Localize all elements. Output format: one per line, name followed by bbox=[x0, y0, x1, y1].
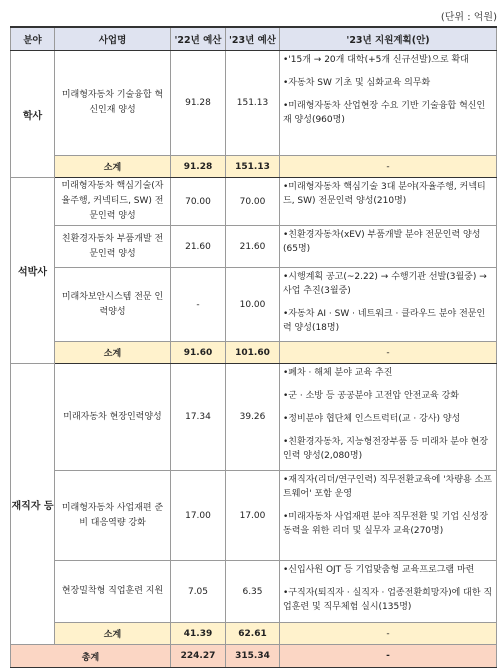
plan-item: •'15개 → 20개 대학(+5개 신규선발)으로 확대 bbox=[283, 55, 469, 65]
plan-cell bbox=[280, 561, 497, 623]
subtotal-23: 62.61 bbox=[226, 623, 280, 645]
subtotal-23: 101.60 bbox=[226, 342, 280, 364]
total-22: 224.27 bbox=[171, 645, 226, 668]
budget-22: - bbox=[171, 268, 226, 342]
project-name: 미래형자동차 핵심기술(자율주행, 커넥티드, SW) 전문인력 양성 bbox=[55, 178, 171, 226]
subtotal-label: 소계 bbox=[55, 156, 171, 178]
plan-item: •친환경자동차, 지능형전장부품 등 미래차 분야 현장인력 양성(2,080명) bbox=[283, 437, 489, 461]
subtotal-label: 소계 bbox=[55, 342, 171, 364]
budget-23: 70.00 bbox=[226, 178, 280, 226]
plan-item: •자동차 SW 기초 및 심화교육 의무화 bbox=[283, 78, 431, 88]
subtotal-row bbox=[11, 623, 497, 645]
budget-23: 151.13 bbox=[226, 51, 280, 156]
subtotal-23: 151.13 bbox=[226, 156, 280, 178]
table-row bbox=[11, 178, 497, 226]
budget-23: 10.00 bbox=[226, 268, 280, 342]
total-23: 315.34 bbox=[226, 645, 280, 668]
table-row bbox=[11, 471, 497, 561]
budget-23: 6.35 bbox=[226, 561, 280, 623]
budget-22: 21.60 bbox=[171, 226, 226, 268]
project-name: 미래차보안시스템 전문 인력양성 bbox=[55, 268, 171, 342]
plan-cell bbox=[280, 226, 497, 268]
plan-item: •미래자동차 사업재편 분야 직무전환 및 기업 신성장 동력을 위한 리더 및 실무자 교육(270명) bbox=[283, 512, 489, 536]
budget-22: 17.00 bbox=[171, 471, 226, 561]
budget-table bbox=[10, 26, 497, 668]
subtotal-22: 91.60 bbox=[171, 342, 226, 364]
subtotal-plan: - bbox=[280, 342, 497, 364]
table-row bbox=[11, 268, 497, 342]
plan-item: •재직자(리더/연구인력) 직무전환교육에 '차량용 소프트웨어' 포함 운영 bbox=[283, 475, 492, 499]
plan-item: •신입사원 OJT 등 기업맞춤형 교육프로그램 마련 bbox=[283, 565, 475, 575]
budget-23: 39.26 bbox=[226, 364, 280, 471]
table-row bbox=[11, 226, 497, 268]
category-cell: 재직자 등 bbox=[11, 364, 55, 645]
subtotal-plan: - bbox=[280, 156, 497, 178]
plan-cell bbox=[280, 178, 497, 226]
project-name: 현장밀착형 직업훈련 지원 bbox=[55, 561, 171, 623]
plan-item: •자동차 AI · SW · 네트워크 · 클라우드 분야 전문인력 양성(18명) bbox=[283, 309, 486, 333]
subtotal-22: 91.28 bbox=[171, 156, 226, 178]
plan-item: •구직자(퇴직자 · 실직자 · 업종전환희망자)에 대한 직업훈련 및 직무체험 실시(135명) bbox=[283, 588, 493, 612]
plan-item: •미래형자동차 산업현장 수요 기반 기술융합 혁신인재 양성(960명) bbox=[283, 101, 486, 125]
plan-item: •친환경자동차(xEV) 부품개발 분야 전문인력 양성(65명) bbox=[283, 230, 481, 254]
header-project: 사업명 bbox=[55, 27, 171, 51]
plan-cell bbox=[280, 364, 497, 471]
plan-cell bbox=[280, 471, 497, 561]
budget-23: 17.00 bbox=[226, 471, 280, 561]
plan-cell bbox=[280, 268, 497, 342]
budget-22: 70.00 bbox=[171, 178, 226, 226]
header-row bbox=[11, 27, 497, 51]
table-row bbox=[11, 364, 497, 471]
budget-22: 91.28 bbox=[171, 51, 226, 156]
plan-item: •미래형자동차 핵심기술 3대 분야(자율주행, 커넥티드, SW) 전문인력 양성(210명) bbox=[283, 182, 486, 206]
unit-note: (단위 : 억원) bbox=[440, 12, 497, 23]
table-row bbox=[11, 51, 497, 156]
plan-item: •정비분야 협단체 인스트럭터(교 · 강사) 양성 bbox=[283, 414, 461, 424]
subtotal-row bbox=[11, 156, 497, 178]
subtotal-22: 41.39 bbox=[171, 623, 226, 645]
header-budget-22: '22년 예산 bbox=[171, 27, 226, 51]
category-cell: 학사 bbox=[11, 51, 55, 178]
budget-22: 7.05 bbox=[171, 561, 226, 623]
plan-item: •군 · 소방 등 공공분야 고전압 안전교육 강화 bbox=[283, 391, 459, 401]
project-name: 미래자동차 현장인력양성 bbox=[55, 364, 171, 471]
header-plan-23: '23년 지원계획(안) bbox=[280, 27, 497, 51]
plan-item: •시행계획 공고(~2.22) → 수행기관 선발(3월중) → 사업 추진(3월중) bbox=[283, 272, 487, 296]
header-category: 분야 bbox=[11, 27, 55, 51]
total-label: 총계 bbox=[11, 645, 171, 668]
budget-23: 21.60 bbox=[226, 226, 280, 268]
subtotal-row bbox=[11, 342, 497, 364]
subtotal-plan: - bbox=[280, 623, 497, 645]
total-row bbox=[11, 645, 497, 668]
project-name: 미래형자동차 사업재편 준비 대응역량 강화 bbox=[55, 471, 171, 561]
header-budget-23: '23년 예산 bbox=[226, 27, 280, 51]
subtotal-label: 소계 bbox=[55, 623, 171, 645]
total-plan: - bbox=[280, 645, 497, 668]
plan-item: •폐차 · 해체 분야 교육 추진 bbox=[283, 368, 393, 378]
project-name: 친환경자동차 부품개발 전문인력 양성 bbox=[55, 226, 171, 268]
budget-22: 17.34 bbox=[171, 364, 226, 471]
table-row bbox=[11, 561, 497, 623]
category-cell: 석박사 bbox=[11, 178, 55, 364]
project-name: 미래형자동차 기술융합 혁신인재 양성 bbox=[55, 51, 171, 156]
plan-cell bbox=[280, 51, 497, 156]
